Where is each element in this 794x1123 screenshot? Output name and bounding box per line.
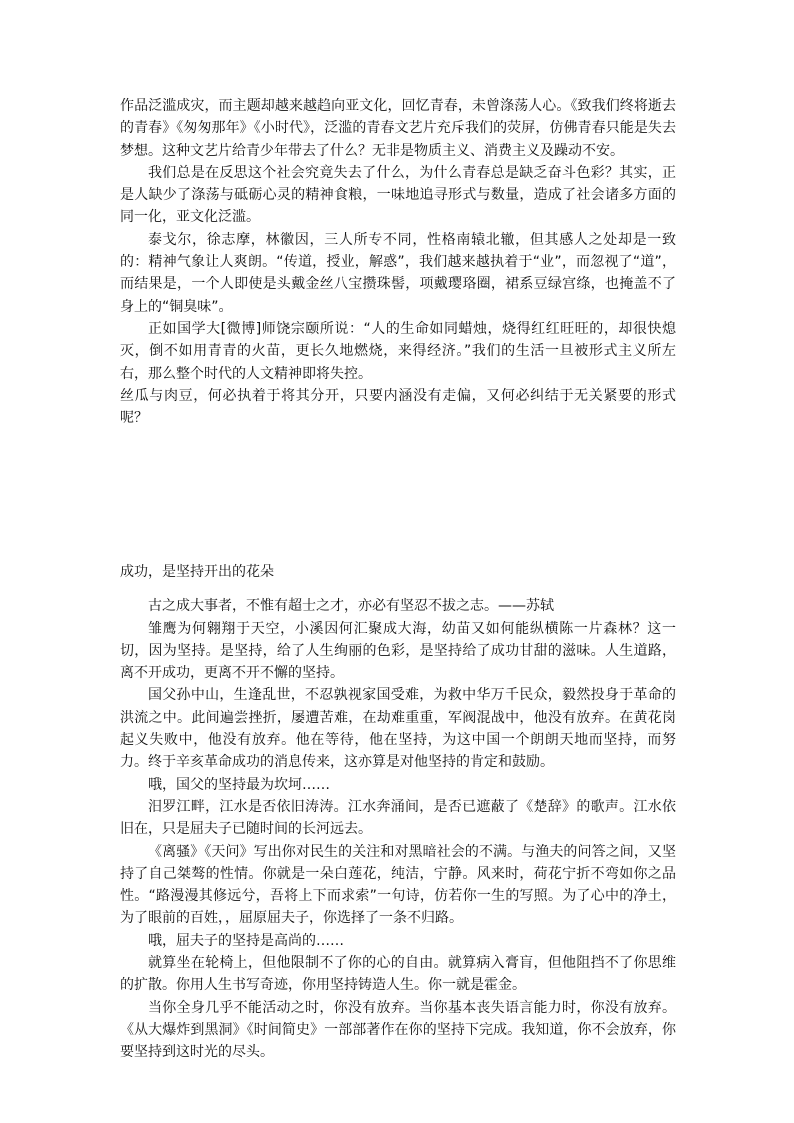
paragraph: 哦，屈夫子的坚持是高尚的…… bbox=[148, 932, 344, 949]
paragraph: 丝瓜与肉豆，何必执着于将其分开，只要内涵没有走偏，又何必纠结于无关紧要的形式呢？ bbox=[120, 387, 676, 427]
paragraph: 就算坐在轮椅上，但他限制不了你的心的自由。就算病入膏肓，但他阻挡不了你思维的扩散。你用人生书写奇迹，你用坚持铸造人生。你一就是霍金。 bbox=[120, 955, 676, 994]
paragraph: 哦，国父的坚持最为坎坷…… bbox=[148, 776, 330, 793]
paragraph: 我们总是在反思这个社会究竟失去了什么，为什么青春总是缺乏奋斗色彩？其实，正是人缺少了涤荡与砥砺心灵的精神食粮，一味地追寻形式与数量，造成了社会诸多方面的同一化，亚文化泛滥。 bbox=[120, 164, 676, 226]
essay-success bbox=[120, 561, 676, 1064]
paragraph: 雏鹰为何翱翔于天空，小溪因何汇聚成大海，幼苗又如何能纵横陈一片森林？这一切，因为坚持。是坚持，给了人生绚丽的色彩，是坚持给了成功甘甜的滋味。人生道路，离不开成功，更离不开不懈的坚持。 bbox=[120, 620, 676, 682]
paragraph: 正如国学大[微博]师饶宗颐所说：“人的生命如同蜡烛，烧得红红旺旺的，却很快熄灭，倒不如用青青的火苗，更长久地燃烧，来得经济。”我们的生活一旦被形式主义所左右，那么整个时代的人文精神即将失控。 bbox=[120, 320, 676, 382]
paragraph: 《离骚》《天问》写出你对民生的关注和对黑暗社会的不满。与渔夫的问答之间，又坚持了自己桀骜的性情。你就是一朵白莲花，纯洁，宁静。风来时，荷花宁折不弯如你之品性。“路漫漫其修远兮，吾将上下而求索”一句诗，仿若你一生的写照。为了心中的净土，为了眼前的百姓，，屈原屈夫子，你选择了一条不归路。 bbox=[120, 843, 676, 927]
epigraph-quote: 古之成大事者，不惟有超士之才，亦必有坚忍不拔之志。——苏轼 bbox=[148, 598, 554, 615]
essay-continuation bbox=[120, 95, 676, 429]
paragraph: 作品泛滥成灾，而主题却越来越趋向亚文化，回忆青春，未曾涤荡人心。《致我们终将逝去的青春》《匆匆那年》《小时代》，泛滥的青春文艺片充斥我们的荧屏，仿佛青春只能是失去梦想。这种文艺片给青少年带去了什么？无非是物质主义、消费主义及躁动不安。 bbox=[120, 98, 676, 159]
paragraph: 当你全身几乎不能活动之时，你没有放弃。当你基本丧失语言能力时，你没有放弃。《从大爆炸到黑洞》《时间简史》一部部著作在你的坚持下完成。我知道，你不会放弃，你要坚持到这时光的尽头。 bbox=[120, 999, 676, 1061]
paragraph: 国父孙中山，生逢乱世，不忍孰视家国受难，为救中华万千民众，毅然投身于革命的洪流之中。此间遍尝挫折，屡遭苦难，在劫难重重，军阀混战中，他没有放弃。在黄花岗起义失败中，他没有放弃。他在等待，他在坚持，为这中国一个朗朗天地而坚持，而努力。终于辛亥革命成功的消息传来，这亦算是对他坚持的肯定和鼓励。 bbox=[120, 687, 676, 771]
paragraph: 汨罗江畔，江水是否依旧涛涛。江水奔涌间，是否已遮蔽了《楚辞》的歌声。江水依旧在，只是屈夫子已随时间的长河远去。 bbox=[120, 798, 676, 838]
essay-title: 成功，是坚持开出的花朵 bbox=[120, 564, 274, 580]
paragraph: 泰戈尔，徐志摩，林徽因，三人所专不同，性格南辕北辙，但其感人之处却是一致的：精神气象让人爽朗。“传道，授业，解惑”，我们越来越执着于“业”，而忽视了“道”，而结果是，一个人即使是头戴金丝八宝攒珠髻，项戴璎珞圈，裙系豆绿宫绦，也掩盖不了身上的“铜臭味”。 bbox=[120, 231, 676, 315]
